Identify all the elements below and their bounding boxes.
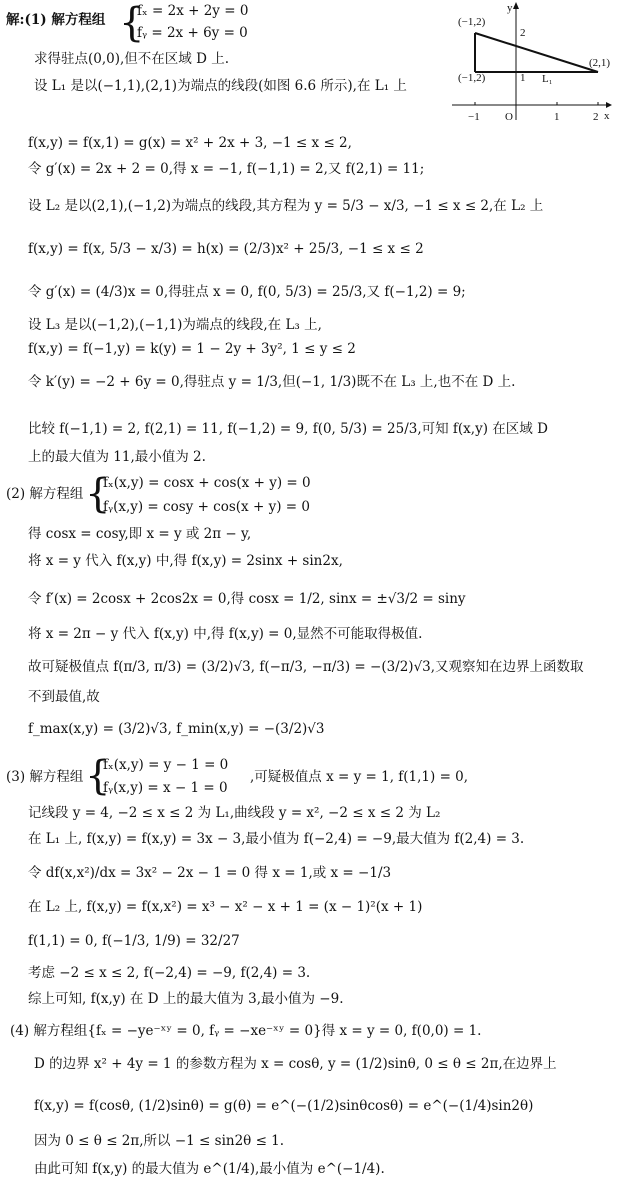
tick-label: −1 [468,111,480,123]
text-line: 令 g′(x) = (4/3)x = 0,得驻点 x = 0, f(0, 5/3) = 25/3,又 f(−1,2) = 9; [28,284,466,300]
text-line: 在 L₁ 上, f(x,y) = f(x,y) = 3x − 3,最小值为 f(−2,4) = −9,最大值为 f(2,4) = 3. [28,831,525,847]
text-line: f(1,1) = 0, f(−1/3, 1/9) = 32/27 [28,933,240,949]
part3-sys-tail: ,可疑极值点 x = y = 1, f(1,1) = 0, [250,769,469,785]
text-line: 在 L₂ 上, f(x,y) = f(x,x²) = x³ − x² − x + 1 = (x − 1)²(x + 1) [28,899,423,915]
text-line: 由此可知 f(x,y) 的最大值为 e^(1/4),最小值为 e^(−1/4). [34,1161,385,1177]
text-line: 将 x = y 代入 f(x,y) 中,得 f(x,y) = 2sinx + sin2x, [28,553,343,569]
part1-eq-1: fₓ = 2x + 2y = 0 [137,3,249,19]
text-line: 不到最值,故 [28,689,100,705]
text-line: f(x,y) = f(x,1) = g(x) = x² + 2x + 3, −1 ≤ x ≤ 2, [28,135,352,151]
point-label: (−1,2) [458,16,486,28]
text-line: 考虑 −2 ≤ x ≤ 2, f(−2,4) = −9, f(2,4) = 3. [28,965,311,981]
part2-label: (2) 解方程组 [6,486,84,502]
y-arrow [513,2,519,9]
text-line: f(x,y) = f(cosθ, (1/2)sinθ) = g(θ) = e^(−(1/2)sinθcosθ) = e^(−(1/4)sin2θ) [34,1098,534,1114]
point-label: (2,1) [589,57,611,69]
text-line: 得 cosx = cosy,即 x = y 或 2π − y, [28,526,252,542]
text-line: f(x,y) = f(−1,y) = k(y) = 1 − 2y + 3y², 1 ≤ y ≤ 2 [28,341,356,357]
origin-label: O [505,111,513,123]
x-arrow [606,102,612,108]
text-line: f(x,y) = f(x, 5/3 − x/3) = h(x) = (2/3)x² + 25/3, −1 ≤ x ≤ 2 [28,241,424,257]
text-line: 故可疑极值点 f(π/3, π/3) = (3/2)√3, f(−π/3, −π/3) = −(3/2)√3,又观察知在边界上函数取 [28,659,584,675]
part2-eq-1: fₓ(x,y) = cosx + cos(x + y) = 0 [103,475,311,491]
tick-label: 2 [593,111,599,123]
text-line: 记线段 y = 4, −2 ≤ x ≤ 2 为 L₁,曲线段 y = x², −2 ≤ x ≤ 2 为 L₂ [28,805,441,821]
text-line: 设 L₂ 是以(2,1),(−1,2)为端点的线段,其方程为 y = 5/3 − x/3, −1 ≤ x ≤ 2,在 L₂ 上 [28,198,544,214]
x-axis-label: x [604,110,610,122]
text-line: 比较 f(−1,1) = 2, f(2,1) = 11, f(−1,2) = 9, f(0, 5/3) = 25/3,可知 f(x,y) 在区域 D [28,421,548,437]
text-line: 设 L₁ 是以(−1,1),(2,1)为端点的线段(如图 6.6 所示),在 L₁ 上 [34,78,407,94]
part1-eq-2: fᵧ = 2x + 6y = 0 [137,25,248,41]
text-line: 将 x = 2π − y 代入 f(x,y) 中,得 f(x,y) = 0,显然不可能取得极值. [28,626,423,642]
text-line: f_max(x,y) = (3/2)√3, f_min(x,y) = −(3/2)√3 [28,721,325,737]
brace: { [119,0,145,46]
text-line: 求得驻点(0,0),但不在区域 D 上. [34,51,229,67]
tick-label: 2 [520,27,526,39]
text-line: 令 df(x,x²)/dx = 3x² − 2x − 1 = 0 得 x = 1,或 x = −1/3 [28,865,392,881]
text-line: 令 g′(x) = 2x + 2 = 0,得 x = −1, f(−1,1) = 2,又 f(2,1) = 11; [28,161,425,177]
brace: { [85,471,111,517]
part1-label: 解:(1) 解方程组 [6,12,106,28]
segment-label: L₁ [542,73,553,85]
part3-eq-1: fₓ(x,y) = y − 1 = 0 [103,757,229,773]
text-line: 设 L₃ 是以(−1,2),(−1,1)为端点的线段,在 L₃ 上, [28,317,322,333]
boundary-l2 [475,33,598,72]
text-line: 综上可知, f(x,y) 在 D 上的最大值为 3,最小值为 −9. [28,991,344,1007]
part3-label: (3) 解方程组 [6,769,84,785]
text-line: D 的边界 x² + 4y = 1 的参数方程为 x = cosθ, y = (1/2)sinθ, 0 ≤ θ ≤ 2π,在边界上 [34,1056,557,1072]
text-line: 上的最大值为 11,最小值为 2. [28,449,206,465]
part3-eq-2: fᵧ(x,y) = x − 1 = 0 [103,780,228,796]
part2-eq-2: fᵧ(x,y) = cosy + cos(x + y) = 0 [103,499,310,515]
text-line: 令 f′(x) = 2cosx + 2cos2x = 0,得 cosx = 1/2, sinx = ±√3/2 = siny [28,591,466,607]
point-label: (−1,2) [458,72,486,84]
y-axis-label: y [507,2,513,14]
tick-label: 1 [520,72,526,84]
text-line: 因为 0 ≤ θ ≤ 2π,所以 −1 ≤ sin2θ ≤ 1. [34,1133,285,1149]
region-figure [446,0,614,124]
text-line: 令 k′(y) = −2 + 6y = 0,得驻点 y = 1/3,但(−1, 1/3)既不在 L₃ 上,也不在 D 上. [28,374,516,390]
brace: { [85,753,111,799]
tick-label: 1 [554,111,560,123]
text-line: (4) 解方程组{fₓ = −ye⁻ˣʸ = 0, fᵧ = −xe⁻ˣʸ = 0}得 x = y = 0, f(0,0) = 1. [10,1023,482,1039]
